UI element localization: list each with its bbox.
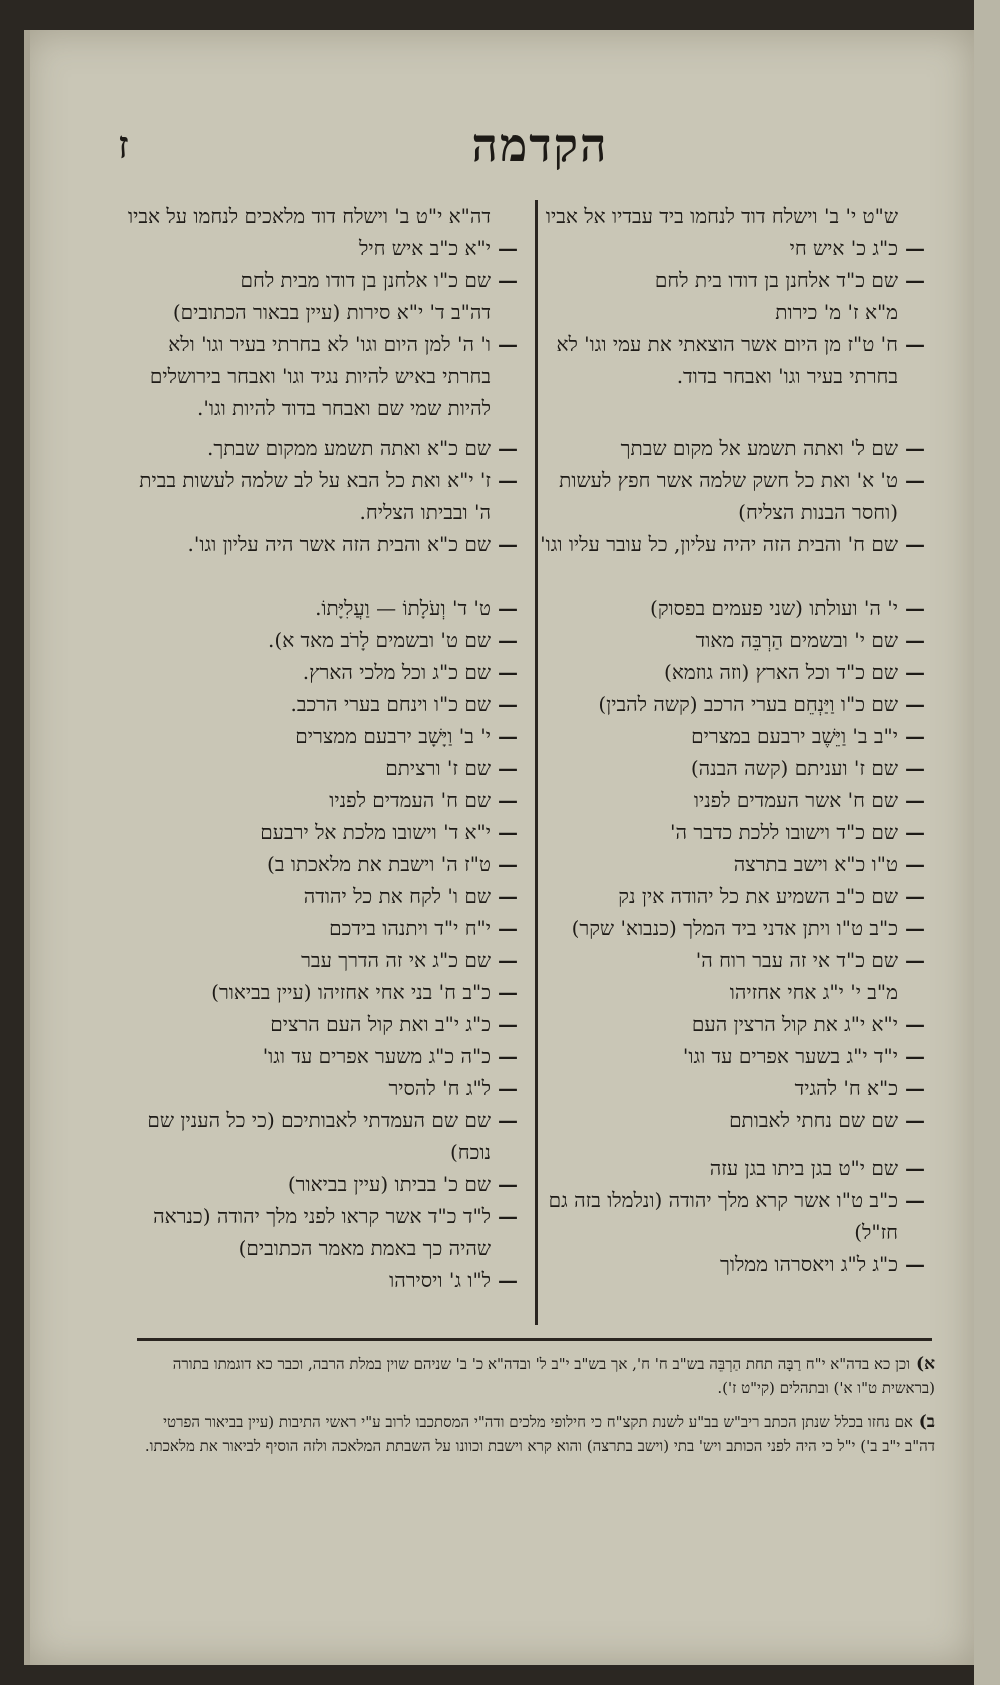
verse-entry — [536, 1040, 932, 1072]
verse-entry — [536, 1008, 932, 1040]
verse-entry — [125, 784, 525, 816]
entry-dash: — — [905, 692, 925, 716]
entry-text: י"א כ"ב איש חיל — [359, 236, 491, 260]
entry-text: כ"ב ט"ו אשר קרא מלך יהודה (ונלמלו בזה גם חז"ל) — [548, 1188, 898, 1244]
verse-entry — [536, 784, 932, 816]
entry-dash: — — [905, 724, 925, 748]
entry-text: י' ב' וַיָּשָׁב ירבעם ממצרים — [295, 724, 491, 748]
footnote — [135, 1410, 935, 1458]
entry-dash: — — [498, 980, 518, 1004]
entry-dash: — — [498, 916, 518, 940]
verse-entry — [536, 264, 932, 296]
verse-entry — [536, 944, 932, 976]
verse-entry — [536, 624, 932, 656]
verse-entry — [125, 656, 525, 688]
entry-text: שם ז' ועניתם (קשה הבנה) — [690, 756, 898, 780]
entry-dash: — — [905, 756, 925, 780]
entry-text: שם ז' ורציתם — [385, 756, 491, 780]
verse-entry — [125, 880, 525, 912]
entry-text: שם כ"ג אי זה הדרך עבר — [301, 948, 491, 972]
entry-dash: — — [498, 236, 518, 260]
verse-entry — [536, 1248, 932, 1280]
entry-dash: — — [498, 1268, 518, 1292]
entry-dash: — — [498, 532, 518, 556]
entry-dash: — — [498, 820, 518, 844]
entry-dash: — — [905, 268, 925, 292]
verse-entry — [125, 1104, 525, 1168]
entry-text: י"ד י"ג בשער אפרים עד וגו' — [682, 1044, 898, 1068]
entry-dash: — — [498, 692, 518, 716]
entry-text: כ"ג ל"ג ויאסרהו ממלוך — [720, 1252, 898, 1276]
entry-text: מ"ב י' י"ג אחי אחזיהו — [729, 980, 898, 1004]
verse-entry — [536, 816, 932, 848]
entry-text: שם ח' אשר העמדים לפניו — [693, 788, 898, 812]
entry-dash: — — [905, 1156, 925, 1180]
verse-entry — [536, 752, 932, 784]
entry-dash: — — [498, 436, 518, 460]
entry-dash: — — [905, 948, 925, 972]
entry-text: י"א י"ג את קול הרצין העם — [691, 1012, 898, 1036]
entry-text: י"ח י"ד ויתנהו בידכם — [329, 916, 491, 940]
verse-entry — [536, 1184, 932, 1248]
entry-dash: — — [498, 628, 518, 652]
entry-text: שם ח' העמדים לפניו — [329, 788, 491, 812]
entry-dash: — — [498, 332, 518, 356]
entry-dash: — — [498, 724, 518, 748]
entry-dash: — — [498, 756, 518, 780]
verse-entry — [536, 1104, 932, 1136]
page-title: הקדמה — [471, 118, 609, 172]
entry-text: ו' ה' למן היום וגו' לא בחרתי בעיר וגו' ולא בחרתי באיש להיות נגיד וגו' ואבחר בירושלים להיות שמי שם ואבחר בדוד להיות וגו'. — [149, 332, 491, 420]
column-divider — [535, 200, 538, 1325]
verse-entry — [125, 464, 525, 528]
entry-dash: — — [498, 468, 518, 492]
entry-text: שם י' ובשמים הַרְבֵּה מאוד — [695, 628, 898, 652]
verse-entry — [536, 848, 932, 880]
entry-dash: — — [905, 236, 925, 260]
entry-text: דה"ב ד' י"א סירות (עיין בבאור הכתובים) — [172, 300, 491, 324]
verse-entry — [125, 328, 525, 424]
footnote-separator — [137, 1338, 932, 1341]
entry-dash: — — [905, 1012, 925, 1036]
entry-text: ט"ז ה' וישבת את מלאכתו ב) — [267, 852, 491, 876]
entry-text: ל"ג ח' להסיר — [388, 1076, 491, 1100]
entry-text: י' ה' ועולתו (שני פעמים בפסוק) — [650, 596, 898, 620]
entry-dash: — — [498, 1044, 518, 1068]
entry-dash: — — [905, 820, 925, 844]
verse-entry — [125, 232, 525, 264]
verse-entry — [125, 720, 525, 752]
entry-dash: — — [905, 596, 925, 620]
entry-text: שם כ"ו וינחם בערי הרכב. — [290, 692, 491, 716]
verse-entry — [536, 464, 932, 528]
footnote-text: וכן כא בדה"א י"ח רַבָּה תחת הַרְבֵּה בש"ב ח' ח', אך בש"ב י"ב ל' ובדה"א כ' ב' שניהם שוין במלת הרבה, וכבר כא דוגמתו בתורה (בראשית ט"ו א') ובתהלים (קי"ט ז'). — [172, 1355, 935, 1397]
entry-dash: — — [498, 660, 518, 684]
footnote — [135, 1352, 935, 1400]
entry-text: שם כ"ד אי זה עבר רוח ה' — [695, 948, 898, 972]
entry-text: שם כ"ו אלחנן בן דודו מבית לחם — [240, 268, 491, 292]
entry-dash: — — [498, 852, 518, 876]
entry-text: י"ב ב' וַיֵּשֶׁב ירבעם במצרים — [691, 724, 898, 748]
page-number: ז — [118, 122, 129, 167]
verse-entry — [536, 1152, 932, 1184]
entry-text: שם כ"ד אלחנן בן דודו בית לחם — [654, 268, 898, 292]
verse-entry — [125, 432, 525, 464]
entry-text: כ"ג כ' איש חי — [789, 236, 898, 260]
entry-dash: — — [905, 436, 925, 460]
footnote-mark: ב) — [912, 1412, 935, 1432]
entry-text: שם ט' ובשמים לָרֹב מאד א). — [268, 628, 491, 652]
entry-dash: — — [905, 916, 925, 940]
entry-dash: — — [905, 628, 925, 652]
entry-text: ש"ט י' ב' וישלח דוד לנחמו ביד עבדיו אל אביו — [545, 204, 898, 228]
page-header — [0, 118, 950, 188]
entry-dash: — — [905, 1252, 925, 1276]
verse-entry — [125, 848, 525, 880]
entry-text: שם כ"ד וישובו ללכת כדבר ה' — [670, 820, 898, 844]
verse-entry — [536, 912, 932, 944]
entry-dash: — — [498, 788, 518, 812]
verse-entry — [125, 1264, 525, 1296]
adjacent-page-strip — [974, 0, 1000, 1685]
entry-text: י"א ד' וישובו מלכת אל ירבעם — [260, 820, 491, 844]
entry-text: שם כ"ג וכל מלכי הארץ. — [302, 660, 491, 684]
entry-text: מ"א ז' מ' כירות — [775, 300, 898, 324]
entry-text: כ"ב ט"ו ויתן אדני ביד המלך (כנבוא' שקר) — [571, 916, 898, 940]
entry-text: שם כ"א ואתה תשמע ממקום שבתך. — [207, 436, 491, 460]
verse-entry — [125, 592, 525, 624]
entry-dash: — — [498, 1108, 518, 1132]
entry-text: שם כ"ו וַיַּנְחֵם בערי הרכב (קשה להבין) — [598, 692, 898, 716]
verse-entry — [536, 592, 932, 624]
footnote-text: אם נחזו בכלל שנתן הכתב ריב"ש בב"ע לשנת תקצ"ח כי חילופי מלכים ודה"י המסתכבו לרוב ע"י ראשי התיבות (עיין בביאור הפרטי דה"ב י"ב ב') י"ל כי היה לפני הכותב ויש' בתי (וישב בתרצה) והוא קרא וישבת וכוונו על השבתת המלאכה ולזה הוסיף לביאור את מלאכתו. — [144, 1413, 935, 1455]
entry-dash: — — [498, 1076, 518, 1100]
entry-text: דה"א י"ט ב' וישלח דוד מלאכים לנחמו על אביו — [128, 204, 491, 228]
verse-entry — [125, 624, 525, 656]
entry-dash: — — [905, 852, 925, 876]
entry-text: ל"ד כ"ד אשר קראו לפני מלך יהודה (כנראה שהיה כך באמת מאמר הכתובים) — [153, 1204, 491, 1260]
verse-entry — [536, 200, 932, 232]
verse-entry — [125, 1072, 525, 1104]
entry-dash: — — [905, 1044, 925, 1068]
verse-entry — [125, 976, 525, 1008]
entry-text: כ"ה כ"ג משער אפרים עד וגו' — [262, 1044, 491, 1068]
entry-text: שם ו' לקח את כל יהודה — [303, 884, 491, 908]
verse-entry — [536, 880, 932, 912]
entry-text: שם ל' ואתה תשמע אל מקום שבתך — [620, 436, 898, 460]
verse-entry — [125, 912, 525, 944]
entry-dash: — — [905, 660, 925, 684]
entry-dash: — — [905, 1188, 925, 1212]
entry-text: ח' ט"ז מן היום אשר הוצאתי את עמי וגו' לא בחרתי בעיר וגו' ואבחר בדוד. — [556, 332, 898, 388]
entry-text: שם שם העמדתי לאבותיכם (כי כל הענין שם נוכח) — [147, 1108, 491, 1164]
verse-entry — [125, 752, 525, 784]
entry-text: כ"ב ח' בני אחי אחזיהו (עיין בביאור) — [211, 980, 491, 1004]
entry-dash: — — [498, 1172, 518, 1196]
entry-text: ט' ד' וְעֹלָתוֹ — וַעֲלִיָּתוֹ. — [315, 596, 491, 620]
verse-entry — [125, 1168, 525, 1200]
entry-text: שם כ' בביתו (עיין בביאור) — [287, 1172, 491, 1196]
verse-entry — [536, 328, 932, 392]
entry-dash: — — [905, 532, 925, 556]
verse-entry — [125, 200, 525, 232]
verse-entry — [125, 296, 525, 328]
entry-dash: — — [498, 1204, 518, 1228]
entry-dash: — — [498, 268, 518, 292]
entry-text: ט' א' ואת כל חשק שלמה אשר חפץ לעשות (וחסר הבנות הצליח) — [559, 468, 898, 524]
verse-entry — [125, 264, 525, 296]
entry-text: שם ח' והבית הזה יהיה עליון, כל עובר עליו וגו' — [540, 532, 898, 556]
verse-entry — [536, 296, 932, 328]
verse-entry — [125, 944, 525, 976]
entry-text: שם כ"ב השמיע את כל יהודה אין נק — [618, 884, 898, 908]
verse-entry — [125, 816, 525, 848]
entry-dash: — — [905, 884, 925, 908]
entry-dash: — — [498, 884, 518, 908]
verse-entry — [536, 432, 932, 464]
verse-entry — [125, 1040, 525, 1072]
entry-text: ז' י"א ואת כל הבא על לב שלמה לעשות בבית ה' ובביתו הצליח. — [139, 468, 491, 524]
verse-entry — [536, 688, 932, 720]
entry-text: כ"א ח' להגיד — [794, 1076, 898, 1100]
entry-text: ט"ו כ"א וישב בתרצה — [733, 852, 898, 876]
entry-dash: — — [905, 332, 925, 356]
verse-entry — [536, 976, 932, 1008]
verse-entry — [125, 1008, 525, 1040]
entry-dash: — — [905, 1076, 925, 1100]
verse-entry — [536, 656, 932, 688]
page-edge — [24, 30, 30, 1665]
entry-text: כ"ג י"ב ואת קול העם הרצים — [270, 1012, 491, 1036]
entry-text: שם כ"ד וכל הארץ (וזה גוזמא) — [664, 660, 898, 684]
verse-entry — [536, 1072, 932, 1104]
verse-entry — [125, 1200, 525, 1264]
verse-entry — [536, 528, 932, 560]
verse-entry — [125, 528, 525, 560]
entry-text: ל"ו ג' ויסירהו — [389, 1268, 491, 1292]
entry-dash: — — [905, 468, 925, 492]
entry-text: שם י"ט בגן ביתו בגן עזה — [709, 1156, 898, 1180]
entry-dash: — — [905, 1108, 925, 1132]
verse-entry — [536, 232, 932, 264]
verse-entry — [125, 688, 525, 720]
footnote-mark: א) — [910, 1354, 935, 1374]
entry-dash: — — [905, 788, 925, 812]
entry-text: שם שם נחתי לאבותם — [729, 1108, 898, 1132]
entry-dash: — — [498, 596, 518, 620]
verse-entry — [536, 720, 932, 752]
entry-dash: — — [498, 1012, 518, 1036]
entry-dash: — — [498, 948, 518, 972]
entry-text: שם כ"א והבית הזה אשר היה עליון וגו'. — [187, 532, 491, 556]
